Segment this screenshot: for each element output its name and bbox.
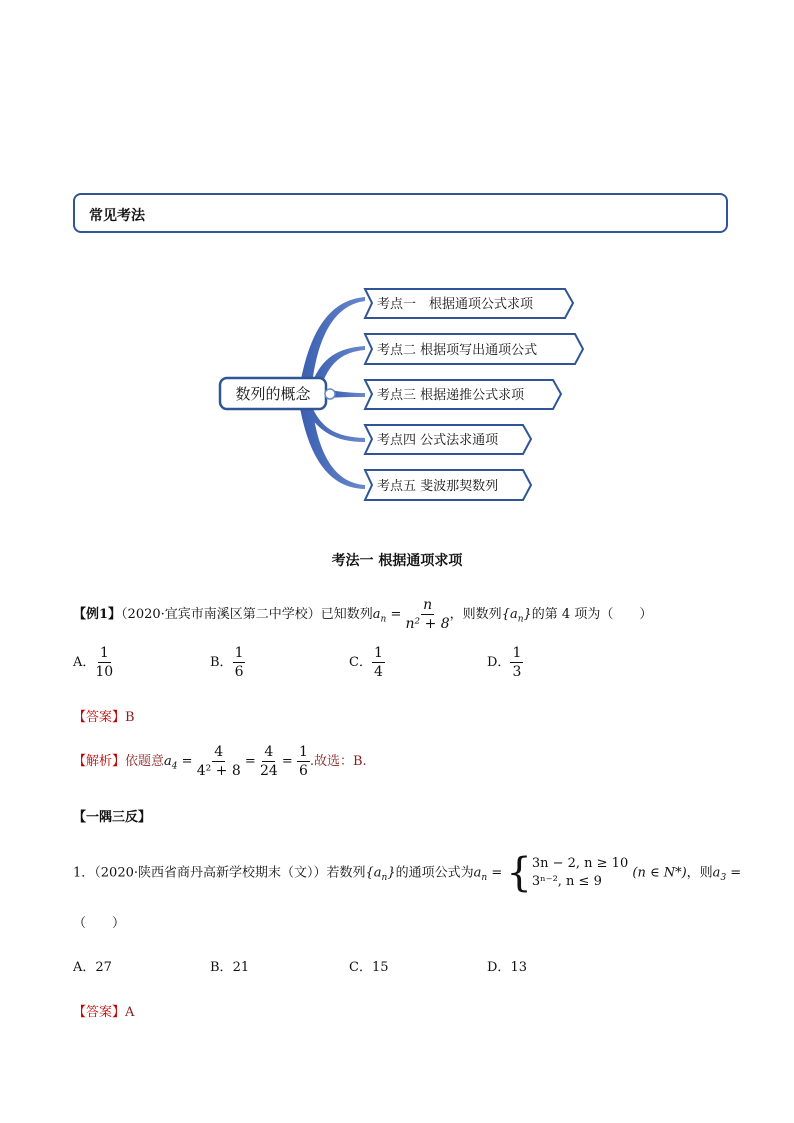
practice-option-c: C．15: [349, 960, 389, 975]
example-option-a: A． $\frac{1}{10}$: [73, 645, 114, 680]
example-formula-fraction: $\frac{n}{\text{n² + 8}}$: [405, 597, 450, 632]
mindmap-node-2-label: 考点二 根据项写出通项公式: [377, 343, 538, 358]
example-question: 【例1】（2020·宜宾市南溪区第二中学校）已知数列$a_n$ = $\frac{n}{\text{n² + 8}}$ ，则数列$\{a_n\}$的第 4 项为（ ）: [73, 597, 653, 632]
piecewise-brace: {: [506, 850, 532, 896]
mindmap-node-1-label: 考点一 根据通项公式求项: [377, 297, 534, 312]
example-source: （2020·宜宾市南溪区第二中学校）已知数列: [121, 607, 373, 622]
section-title: 常见考法: [89, 208, 145, 224]
mindmap-node-3-label: 考点三 根据递推公式求项: [377, 388, 525, 403]
mindmap-node-4-label: 考点四 公式法求通项: [377, 433, 499, 448]
example-option-c: C． $\frac{1}{4}$: [349, 645, 383, 680]
practice-answer: 【答案】A: [73, 1005, 135, 1020]
topic-heading: 考法一 根据通项求项: [331, 553, 463, 569]
practice-question-1: 1．（2020·陕西省商丹高新学校期末（文））若数列$\{a_n\}$的通项公式为$a_n$ = { 3n − 2, n ≥ 10 3ⁿ⁻², n ≤ 9 (n ∈ N*)，则$a_3$ =: [73, 850, 742, 896]
mindmap-branch-1: [300, 297, 365, 385]
practice-option-b: B．21: [210, 960, 250, 975]
example-option-d: D． $\frac{1}{3}$: [487, 645, 522, 680]
piecewise-cases: 3n − 2, n ≥ 10 3ⁿ⁻², n ≤ 9: [531, 855, 629, 889]
example-option-b: B． $\frac{1}{6}$: [210, 645, 244, 680]
mindmap-node-5-label: 考点五 斐波那契数列: [377, 479, 499, 494]
practice-question-1-paren: （ ）: [73, 916, 126, 931]
mindmap-branch-5: [300, 405, 365, 489]
practice-option-d: D．13: [487, 960, 527, 975]
practice-option-a: A．27: [73, 960, 112, 975]
example-tag: 【例1】: [73, 607, 122, 622]
mindmap-root-label: 数列的概念: [235, 385, 311, 403]
practice-tag: 【一隅三反】: [73, 810, 152, 825]
mindmap-root-connector: [325, 389, 335, 399]
example-answer: 【答案】B: [73, 710, 135, 725]
example-analysis: 【解析】依题意$a_4$ = $\frac{4}{\text{4² + 8}}$ = $\frac{4}{24}$ = $\frac{1}{6}$ .故选：B.: [73, 744, 367, 779]
